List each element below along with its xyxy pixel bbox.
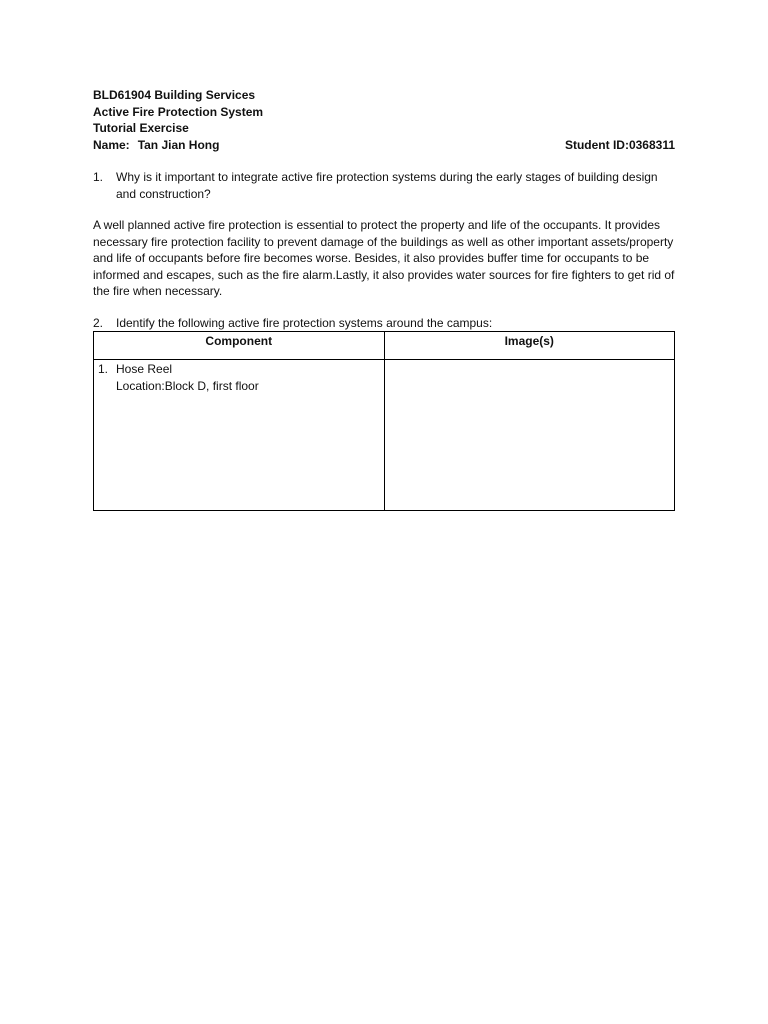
table-header-row: [94, 332, 675, 360]
table-row: [94, 360, 675, 511]
question-2-number: 2.: [93, 315, 104, 330]
question-1: [93, 169, 675, 202]
question-1-number: 1.: [93, 170, 104, 184]
components-table: [93, 331, 675, 511]
answer-1: A well planned active fire protection is essential to protect the property and life of the occupants. It provides necessary fire protection facility to prevent damage of the buildings as well as other important assets/property and life of occupants before fire becomes worse. Besides, it also provides buffer time for occupants to be informed and escapes, such as the fire alarm.Lastly, it also provides water sources for fire fighters to get rid of the fire when necessary.: [93, 218, 675, 298]
column-header-images: Image(s): [384, 332, 675, 360]
subject-title: Active Fire Protection System: [93, 104, 264, 119]
exercise-type: Tutorial Exercise: [93, 121, 189, 135]
name-row: [93, 137, 675, 154]
item-content: [116, 361, 259, 394]
image-cell: [384, 360, 675, 511]
question-2-text: Identify the following active fire protection systems around the campus:: [116, 315, 493, 330]
component-cell: [94, 360, 385, 511]
student-name: [93, 137, 219, 154]
component-name: Hose Reel: [116, 362, 173, 376]
list-item: [94, 360, 384, 394]
course-title: BLD61904 Building Services: [93, 88, 256, 102]
student-id: Student ID:0368311: [564, 137, 675, 152]
name-label: Name:: [93, 137, 130, 152]
column-header-component: Component: [94, 332, 385, 360]
question-1-text: Why is it important to integrate active fire protection systems during the early stages of building design and construction?: [116, 170, 658, 201]
item-number: 1.: [98, 362, 109, 376]
question-2: [93, 315, 675, 332]
document-page: [93, 87, 675, 511]
component-location: Location:Block D, first floor: [116, 378, 259, 393]
name-value: Tan Jian Hong: [137, 137, 220, 152]
